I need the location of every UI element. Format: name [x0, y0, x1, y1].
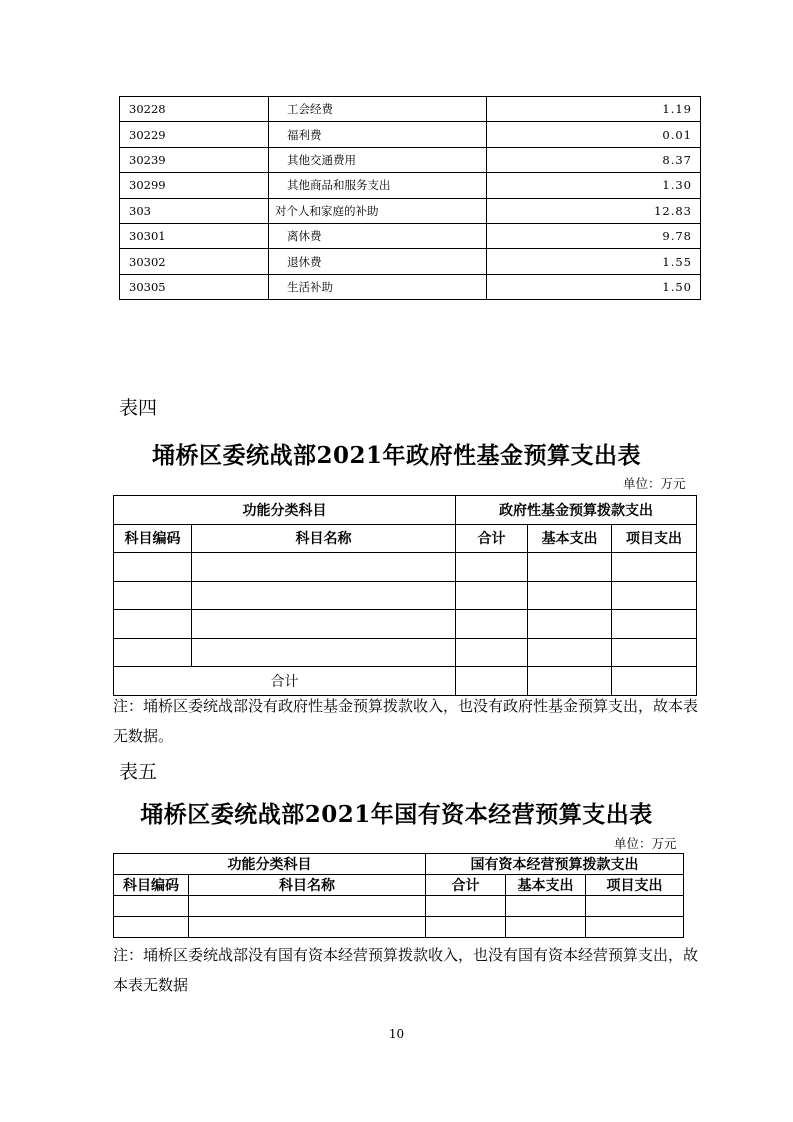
cell-amount: 8.37: [487, 147, 701, 172]
header-total: 合计: [426, 875, 506, 896]
government-fund-table: [113, 495, 697, 696]
table-row: [114, 917, 684, 938]
table-row: [120, 274, 701, 299]
cell-amount: 0.01: [487, 122, 701, 147]
cell-code: 30299: [120, 173, 269, 198]
table-header-row: [114, 854, 684, 875]
table5-unit: 单位：万元: [614, 836, 677, 851]
table4-title: 埇桥区委统战部2021年政府性基金预算支出表: [151, 442, 641, 469]
table-header-row: [114, 524, 697, 553]
section-label-table5: 表五: [119, 761, 158, 783]
cell-code: 303: [120, 198, 269, 223]
table-header-row: [114, 496, 697, 525]
header-capital-expenditure: 国有资本经营预算拨款支出: [426, 854, 684, 875]
cell-name: 工会经费: [269, 97, 487, 122]
cell-name: 生活补助: [269, 274, 487, 299]
cell-name: 其他商品和服务支出: [269, 173, 487, 198]
table4-unit: 单位：万元: [623, 476, 686, 491]
cell-name: 福利费: [269, 122, 487, 147]
cell-name: 离休费: [269, 223, 487, 248]
table-header-row: [114, 875, 684, 896]
cell-amount: 1.30: [487, 173, 701, 198]
table5-note: 注：埇桥区委统战部没有国有资本经营预算拨款收入，也没有国有资本经营预算支出，故本表无数据: [113, 946, 699, 994]
expenditure-detail-table: [119, 96, 701, 300]
cell-name: 退休费: [269, 249, 487, 274]
cell-code: 30239: [120, 147, 269, 172]
table-row: [114, 553, 697, 582]
total-label: 合计: [114, 667, 456, 696]
table-row: [120, 173, 701, 198]
cell-code: 30228: [120, 97, 269, 122]
cell-name: 其他交通费用: [269, 147, 487, 172]
header-function-category: 功能分类科目: [114, 496, 456, 525]
header-code: 科目编码: [114, 524, 192, 553]
header-name: 科目名称: [192, 524, 456, 553]
table-row: [120, 223, 701, 248]
cell-code: 30305: [120, 274, 269, 299]
cell-amount: 9.78: [487, 223, 701, 248]
page-number: 10: [388, 1027, 405, 1041]
header-project: 项目支出: [586, 875, 684, 896]
header-code: 科目编码: [114, 875, 189, 896]
cell-code: 30301: [120, 223, 269, 248]
header-basic: 基本支出: [528, 524, 612, 553]
table-row: [114, 610, 697, 639]
header-fund-expenditure: 政府性基金预算拨款支出: [456, 496, 697, 525]
cell-amount: 12.83: [487, 198, 701, 223]
section-label-table4: 表四: [119, 397, 158, 419]
table4-note: 注：埇桥区委统战部没有政府性基金预算拨款收入，也没有政府性基金预算支出，故本表无数据。: [113, 697, 699, 745]
header-basic: 基本支出: [506, 875, 586, 896]
table-row: [114, 896, 684, 917]
table-row: [114, 581, 697, 610]
cell-amount: 1.50: [487, 274, 701, 299]
table-row: [120, 147, 701, 172]
header-total: 合计: [456, 524, 528, 553]
state-capital-table: [113, 853, 684, 938]
cell-amount: 1.55: [487, 249, 701, 274]
cell-code: 30302: [120, 249, 269, 274]
header-name: 科目名称: [189, 875, 426, 896]
table-row: [120, 122, 701, 147]
table-row: [120, 97, 701, 122]
table-row: [114, 638, 697, 667]
table-row: [120, 198, 701, 223]
cell-code: 30229: [120, 122, 269, 147]
cell-name: 对个人和家庭的补助: [269, 198, 487, 223]
cell-amount: 1.19: [487, 97, 701, 122]
table-row: [120, 249, 701, 274]
table5-title: 埇桥区委统战部2021年国有资本经营预算支出表: [140, 801, 653, 828]
header-function-category: 功能分类科目: [114, 854, 426, 875]
header-project: 项目支出: [612, 524, 697, 553]
